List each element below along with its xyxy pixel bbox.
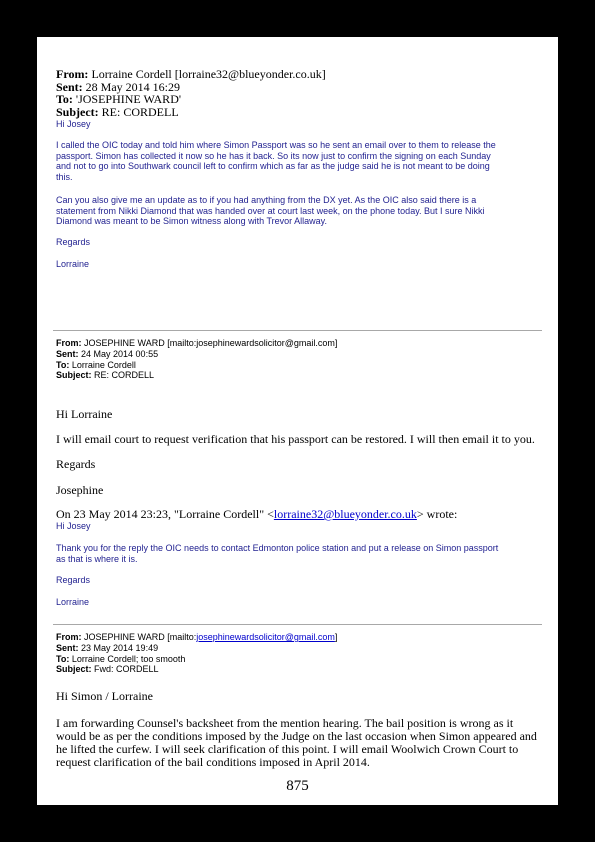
email3-body [56,717,537,769]
from-value: Lorraine Cordell [lorraine32@blueyonder.co.uk] [91,67,326,81]
email1-paragraph-1 [56,140,496,182]
quoted-paragraph [56,543,498,564]
text-line: I called the OIC today and told him where Simon Passport was so he sent an email over to them to release the [56,140,496,150]
separator-line [53,330,542,331]
email2-greeting: Hi Lorraine [56,407,113,421]
quoted-regards: Regards [56,575,91,585]
email1-paragraph-2 [56,195,485,227]
sent-label: Sent: [56,642,79,653]
sent-value: 23 May 2014 19:49 [81,642,159,653]
text-line: this. [56,171,73,182]
text-line: statement from Nikki Diamond that was handed over at court last week, on the phone today. But I sure Nikki [56,205,485,216]
sent-value: 24 May 2014 00:55 [81,348,159,359]
quoted-greeting: Hi Josey [56,521,91,531]
subject-label: Subject: [56,664,92,675]
email1-header [56,68,326,118]
text-line: would be as per the conditions imposed by the Judge on the last occasion when Simon appeared and [56,729,537,743]
sent-value: 28 May 2014 16:29 [85,79,181,94]
email1-regards: Regards [56,237,91,247]
text-line: request clarification of the bail conditions imposed in April 2014. [56,755,370,769]
separator-line [53,624,542,625]
page-number: 875 [286,778,309,794]
text-line: I am forwarding Counsel's backsheet from the mention hearing. The bail position is wrong as it [56,716,514,730]
email1-signature: Lorraine [56,259,90,269]
email2-signature: Josephine [56,483,104,497]
text-line: Thank you for the reply the OIC needs to contact Edmonton police station and put a release on Simon passport [56,543,499,553]
to-value: 'JOSEPHINE WARD' [75,92,182,106]
from-value: JOSEPHINE WARD [mailto:josephinewardsolicitor@gmail.com] [84,338,338,348]
quoted-signature: Lorraine [56,597,90,607]
sent-label: Sent: [56,79,83,94]
subject-value: RE: CORDELL [94,370,155,381]
email1-greeting: Hi Josey [56,119,91,129]
to-label: To: [56,653,70,664]
to-value: Lorraine Cordell [71,359,136,370]
email2-header [56,338,337,381]
text-line: he lifted the curfew. I will seek clarification of this point. I will email Woolwich Crown Court to [56,742,519,756]
email-link[interactable]: lorraine32@blueyonder.co.uk [273,507,417,521]
to-value: Lorraine Cordell; too smooth [71,653,186,664]
email2-body: I will email court to request verification that his passport can be restored. I will then email it to you. [56,432,535,446]
text-line: as that is where it is. [56,553,138,564]
text-line: Diamond was meant to be Simon witness along with Trevor Allaway. [56,216,327,226]
email3-greeting: Hi Simon / Lorraine [56,689,153,703]
from-label: From: [56,67,89,81]
text-line: Can you also give me an update as to if you had anything from the DX yet. As the OIC also said there is a [56,195,477,205]
subject-label: Subject: [56,104,99,119]
text-line: and not to go into Southwark council left to confirm which as far as the judge said he is not meant to be doing [56,161,490,171]
text-line: passport. Simon has collected it now so he has it back. So its now just to confirm the signing on each Sunday [56,150,491,161]
document-page [37,37,558,805]
sent-label: Sent: [56,348,79,359]
subject-value: RE: CORDELL [101,104,179,119]
to-label: To: [56,359,70,370]
to-label: To: [56,92,73,106]
subject-value: Fwd: CORDELL [94,664,159,675]
quote-attribution: On 23 May 2014 23:23, "Lorraine Cordell" <lorraine32@blueyonder.co.uk> wrote: [56,507,458,521]
from-label: From: [56,632,82,642]
from-label: From: [56,338,82,348]
email-link[interactable]: josephinewardsolicitor@gmail.com [196,632,335,642]
email2-regards: Regards [56,457,96,471]
email3-header: From: JOSEPHINE WARD [mailto:josephinewardsolicitor@gmail.com] Sent: 23 May 2014 19:49 To: Lorraine Cordell; too smooth Subject: Fwd: CORDELL [56,632,338,675]
subject-label: Subject: [56,370,92,381]
